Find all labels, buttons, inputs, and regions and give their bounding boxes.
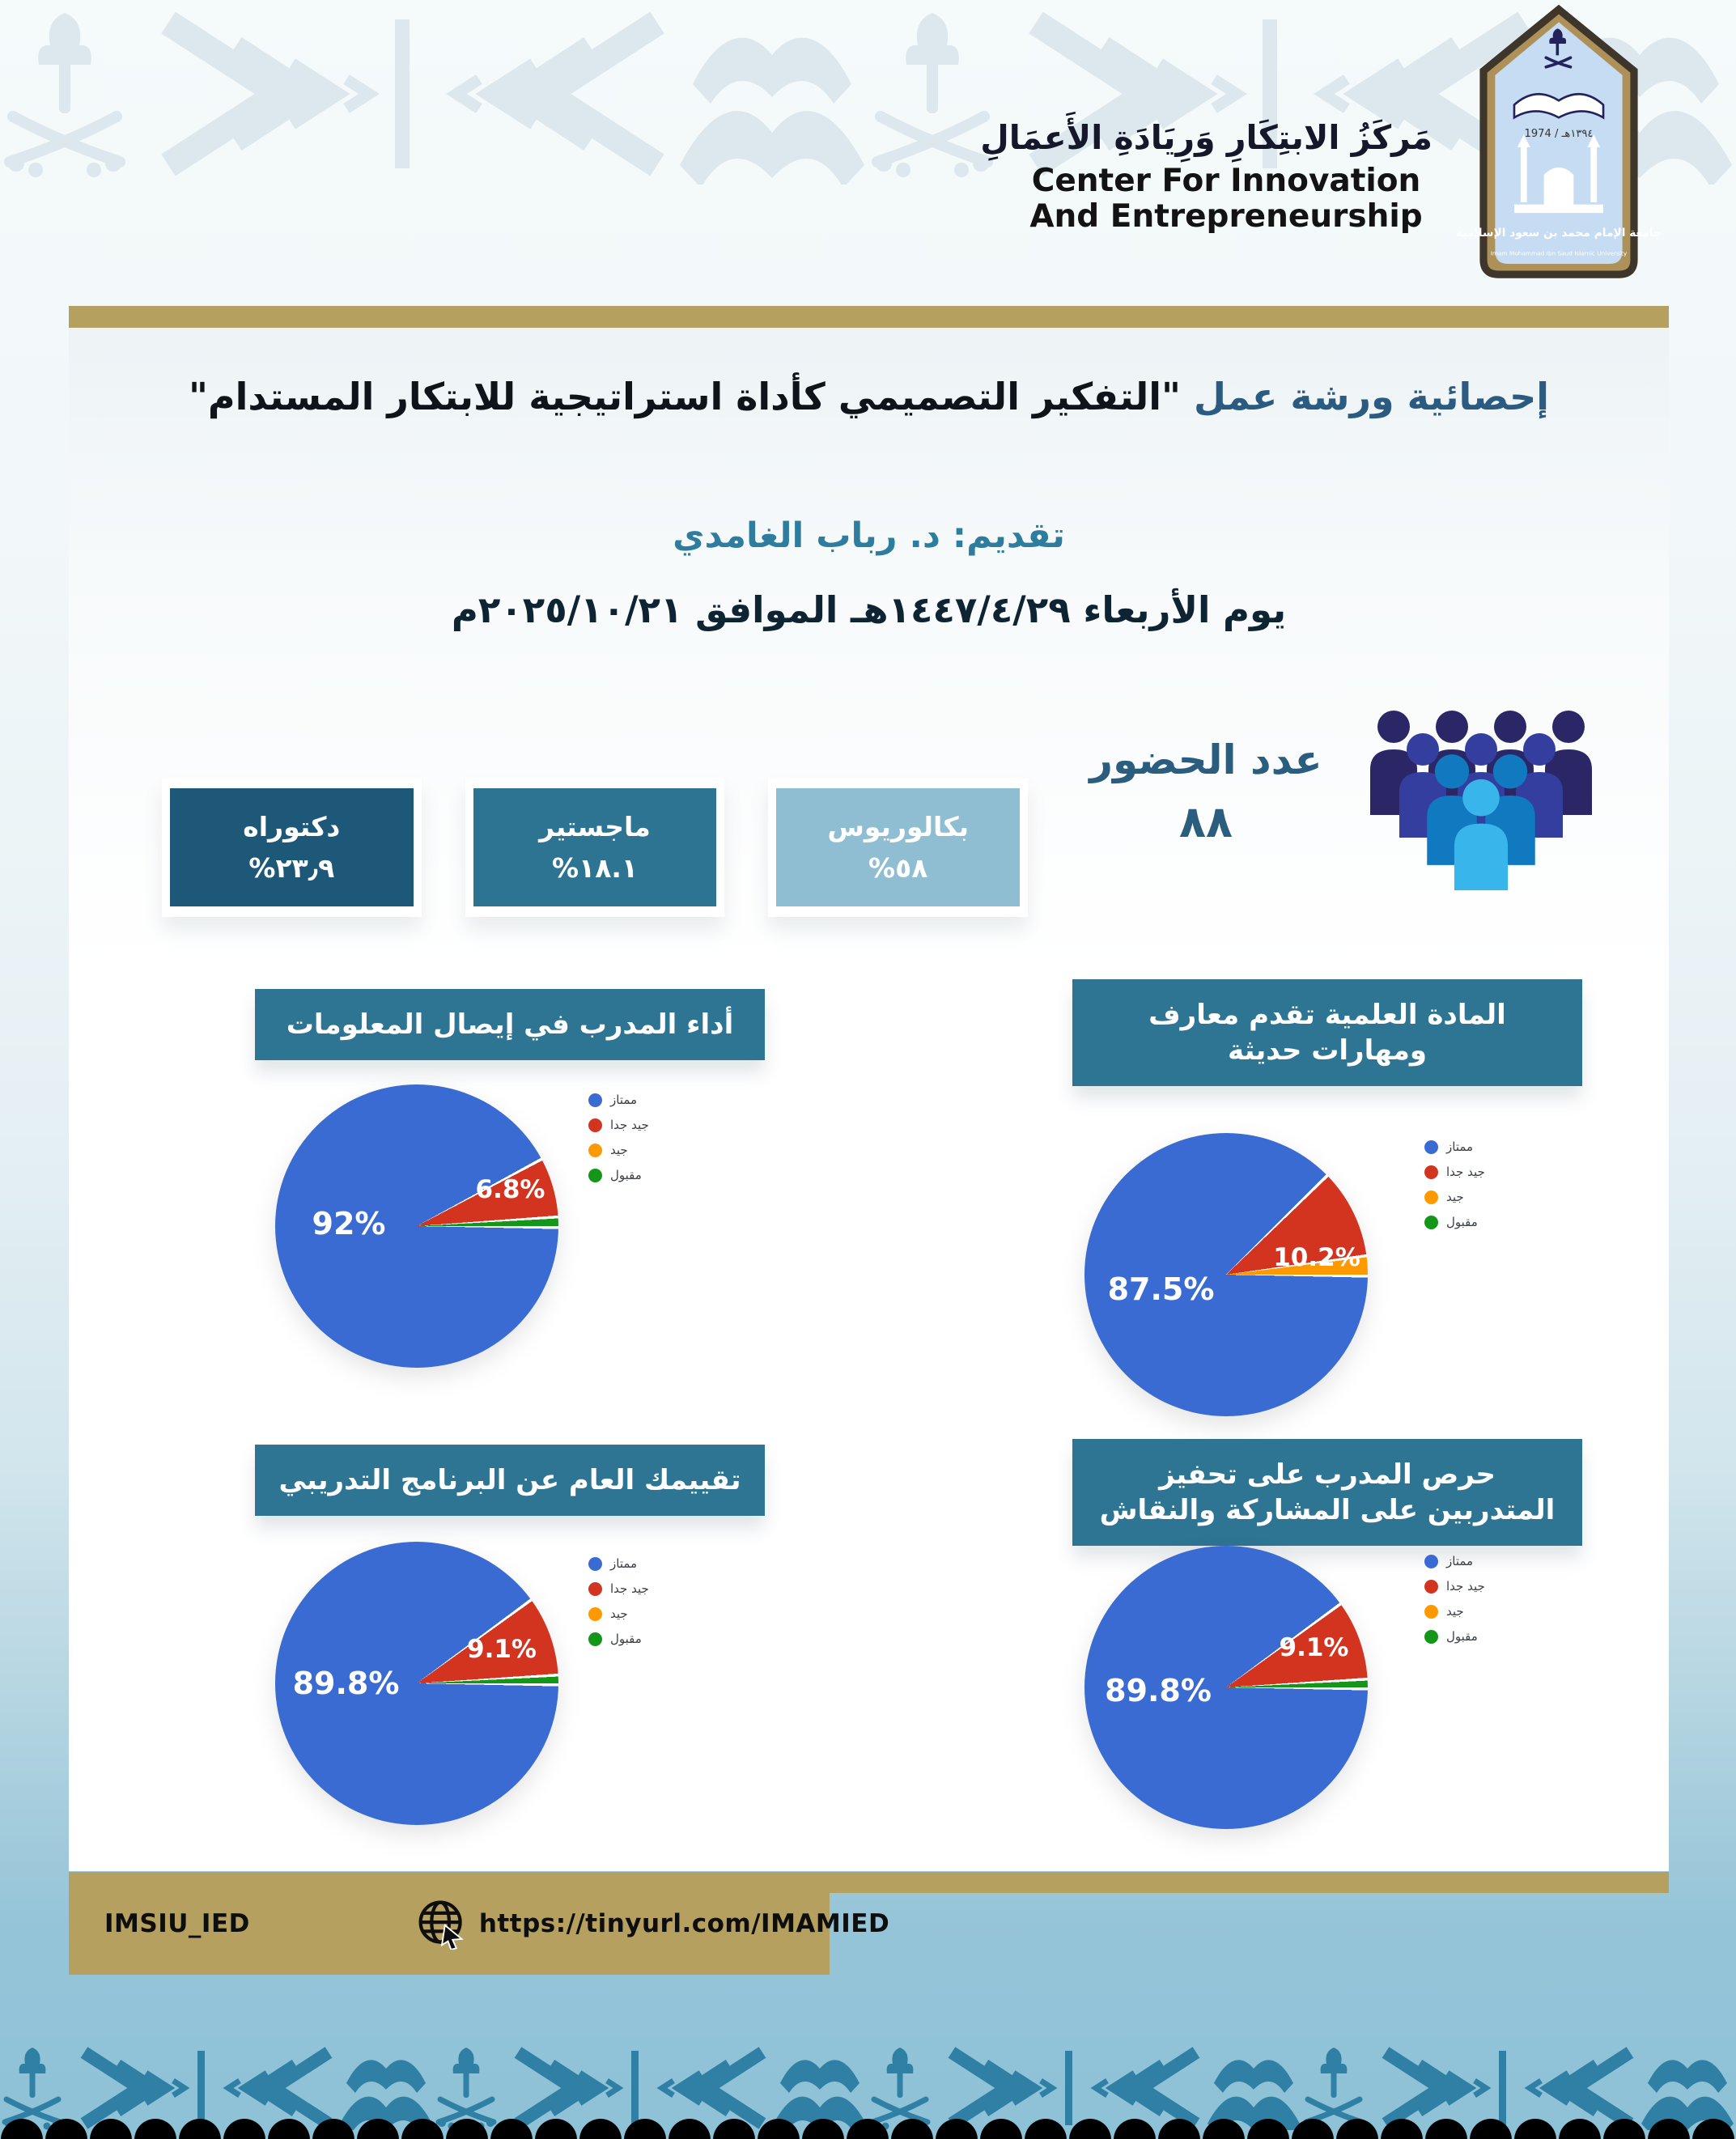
footer-url[interactable]: https://tinyurl.com/IMAMIED [478,1908,890,1938]
legend-dot-good [588,1144,602,1157]
attendance-count: ٨٨ [1179,796,1233,847]
legend-dot-very-good [1424,1580,1438,1594]
bottom-scallop-border [0,2116,1736,2139]
attendance-label: عدد الحضور [1089,736,1322,783]
degree-box-phd [170,788,414,906]
center-logo-english: Center For Innovation And Entrepreneurship [1029,163,1423,236]
pie-program-rating [275,1542,558,1825]
legend-item-very-good: جيد جدا [1424,1165,1485,1179]
degree-value: ٥٨% [868,852,928,884]
legend-item-acceptable: مقبول [1424,1629,1485,1644]
legend-dot-very-good [1424,1165,1438,1179]
degree-card-master [465,778,725,917]
legend-item-very-good: جيد جدا [1424,1579,1485,1594]
chart-title: حرص المدرب على تحفيز المتدربين على المشاركة والنقاش [1072,1439,1582,1546]
degree-card-bachelor [768,778,1028,917]
pie-label-minor: 6.8% [475,1174,545,1204]
chart-trainer-performance [186,989,834,1442]
legend-item-good: جيد [588,1143,649,1157]
degree-box-bachelor [776,788,1020,906]
legend-dot-very-good [588,1118,602,1132]
chart-scientific-material [1004,979,1651,1432]
legend-dot-good [1424,1605,1438,1619]
page-title [69,375,1669,418]
degree-label: بكالوريوس [827,811,969,842]
chart-title: أداء المدرب في إيصال المعلومات [255,989,765,1060]
chart-legend [588,1556,649,1646]
content-card [69,328,1669,1871]
pie-label-minor: 10.2% [1273,1243,1360,1272]
legend-dot-very-good [588,1582,602,1596]
degree-label: دكتوراه [243,811,341,842]
degree-label: ماجستير [539,811,651,842]
chart-trainer-motivation [1004,1439,1651,1892]
legend-dot-excellent [588,1557,602,1571]
chart-legend [1424,1554,1485,1644]
center-logo [980,118,1433,236]
emblem-university-name-arabic: جامعة الإمام محمد بن سعود الإسلامية [1456,226,1662,240]
pie-label-major: 89.8% [292,1666,400,1701]
legend-item-excellent: ممتاز [1424,1554,1485,1568]
legend-item-excellent: ممتاز [1424,1140,1485,1154]
legend-item-acceptable: مقبول [588,1168,649,1182]
presenter-line: تقديم: د. رباب الغامدي [673,516,1065,556]
chart-title: المادة العلمية تقدم معارف ومهارات حديثة [1072,979,1582,1086]
legend-item-good: جيد [1424,1604,1485,1619]
gold-divider [69,306,1669,328]
attendance-summary [1052,736,1360,847]
footer-bar [69,1872,890,1975]
degree-box-master [473,788,717,906]
pie-label-minor: 9.1% [1279,1633,1349,1662]
legend-item-excellent: ممتاز [588,1556,649,1571]
chart-title: تقييمك العام عن البرنامج التدريبي [255,1445,765,1516]
degree-card-phd [162,778,422,917]
university-emblem [1453,5,1665,283]
pie-label-major: 89.8% [1105,1672,1212,1708]
legend-item-acceptable: مقبول [588,1632,649,1646]
globe-link-icon [416,1898,468,1950]
legend-dot-excellent [588,1093,602,1107]
legend-item-acceptable: مقبول [1424,1215,1485,1229]
emblem-university-name-english: Imam Mohammad Ibn Saud Islamic University [1490,249,1628,257]
legend-dot-acceptable [588,1632,602,1646]
legend-dot-acceptable [588,1169,602,1182]
degree-value: ١٨.١% [551,852,639,884]
legend-dot-acceptable [1424,1630,1438,1644]
legend-item-very-good: جيد جدا [588,1581,649,1596]
legend-dot-acceptable [1424,1216,1438,1229]
title-prefix: إحصائية ورشة عمل [1194,375,1550,418]
emblem-year: ١٣٩٤هـ / 1974 [1524,127,1594,140]
pie-label-major: 92% [312,1205,386,1241]
chart-legend [588,1093,649,1182]
legend-dot-excellent [1424,1140,1438,1154]
pie-trainer-performance [275,1084,558,1368]
chart-legend [1424,1140,1485,1229]
x-handle[interactable]: IMSIU_IED [104,1908,250,1938]
pie-scientific-material [1084,1133,1368,1416]
title-quoted: "التفكير التصميمي كأداة استراتيجية للابتكار المستدام" [188,375,1182,418]
pie-label-minor: 9.1% [467,1635,537,1664]
center-logo-arabic: مَركَزُ الابتِكَارِ وَرِيَادَةِ الأَعمَالِ [980,118,1433,157]
date-line: يوم الأربعاء ١٤٤٧/٤/٢٩هـ الموافق ٢٠٢٥/١٠/٢١م [451,588,1287,631]
pie-label-major: 87.5% [1107,1271,1215,1307]
legend-item-very-good: جيد جدا [588,1118,649,1132]
legend-dot-good [1424,1190,1438,1204]
pie-trainer-motivation [1084,1546,1368,1829]
attendees-crowd-icon [1360,708,1602,890]
degree-value: ٢٣٫٩% [248,852,335,884]
legend-dot-excellent [1424,1555,1438,1568]
legend-item-good: جيد [1424,1190,1485,1204]
chart-program-rating [186,1445,834,1898]
legend-item-excellent: ممتاز [588,1093,649,1107]
legend-dot-good [588,1607,602,1621]
degree-stats-row [162,778,1028,917]
website-link-group [416,1898,889,1950]
legend-item-good: جيد [588,1606,649,1621]
